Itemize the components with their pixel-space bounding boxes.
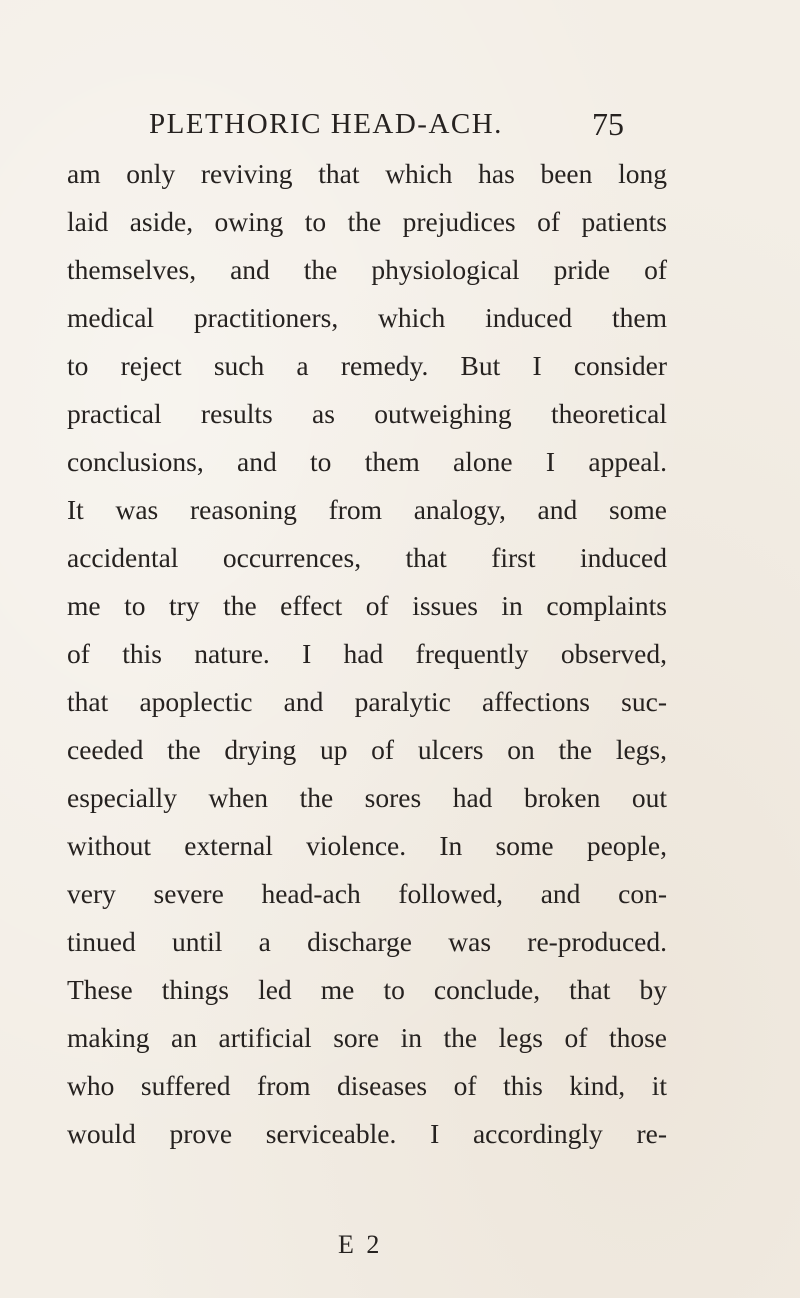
running-head: PLETHORIC HEAD-ACH. <box>149 108 503 140</box>
text-line: making an artificial sore in the legs of those <box>67 1022 667 1053</box>
text-line: me to try the effect of issues in complaints <box>67 590 667 621</box>
text-line: It was reasoning from analogy, and some <box>67 494 667 525</box>
text-line: that apoplectic and paralytic affections suc- <box>67 686 667 717</box>
text-line: especially when the sores had broken out <box>67 782 667 813</box>
text-line: ceeded the drying up of ulcers on the legs, <box>67 734 667 765</box>
page-header <box>0 104 800 144</box>
text-line: of this nature. I had frequently observed, <box>67 638 667 669</box>
signature-mark: E 2 <box>338 1230 383 1259</box>
text-line: conclusions, and to them alone I appeal. <box>67 446 667 477</box>
text-line: laid aside, owing to the prejudices of patients <box>67 206 667 237</box>
text-line: practical results as outweighing theoretical <box>67 398 667 429</box>
page-number: 75 <box>592 106 624 142</box>
text-line: am only reviving that which has been long <box>67 158 667 189</box>
text-line: who suffered from diseases of this kind, it <box>67 1070 667 1101</box>
text-line: accidental occurrences, that first induced <box>67 542 667 573</box>
body-text <box>67 150 667 1158</box>
text-line: very severe head-ach followed, and con- <box>67 878 667 909</box>
text-line: These things led me to conclude, that by <box>67 974 667 1005</box>
text-line: would prove serviceable. I accordingly re- <box>67 1118 667 1149</box>
text-line: without external violence. In some people, <box>67 830 667 861</box>
text-line: tinued until a discharge was re-produced. <box>67 926 667 957</box>
text-line: to reject such a remedy. But I consider <box>67 350 667 381</box>
text-line: themselves, and the physiological pride of <box>67 254 667 285</box>
text-line: medical practitioners, which induced them <box>67 302 667 333</box>
